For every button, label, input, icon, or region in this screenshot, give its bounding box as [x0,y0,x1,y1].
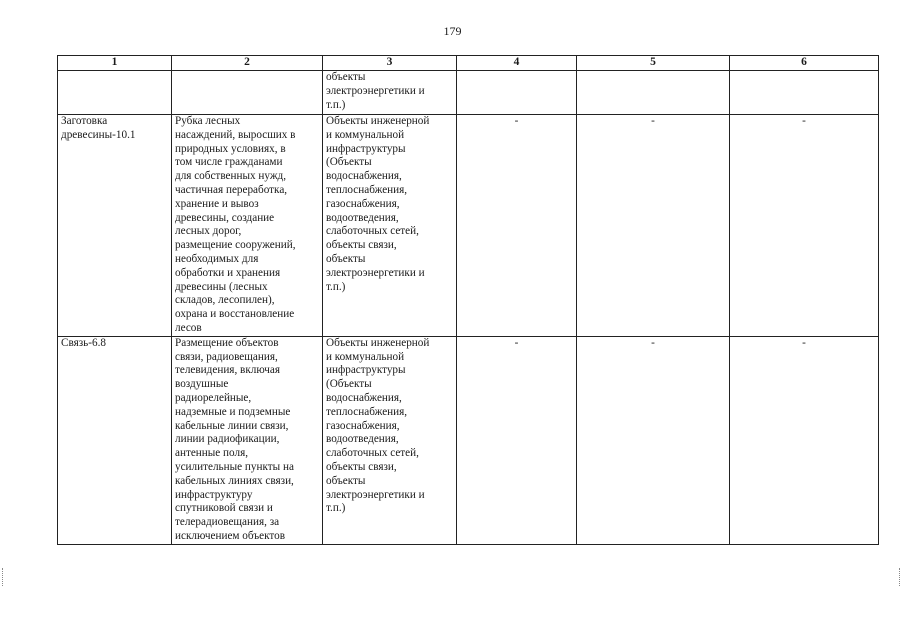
table-cell: объекты электроэнергетики и т.п.) [323,71,457,115]
column-header-5: 5 [577,56,730,71]
table-header-row [58,56,879,71]
scan-edge-mark [899,568,902,586]
table-cell: Объекты инженерной и коммунальной инфраструктуры (Объекты водоснабжения, теплоснабжения, газоснабжения, водоотведения, слаботочных сетей, объекты связи, объекты электроэнергетики и т.п.) [323,336,457,544]
regulations-table [57,55,879,545]
table-cell: - [730,115,879,337]
column-header-4: 4 [457,56,577,71]
table-row [58,115,879,337]
table-cell: - [457,115,577,337]
page-number: 179 [443,24,462,38]
table-cell: - [457,336,577,544]
table-cell [730,71,879,115]
table-cell: Связь-6.8 [58,336,172,544]
column-header-2: 2 [172,56,323,71]
column-header-6: 6 [730,56,879,71]
table-cell [457,71,577,115]
table-cell: Рубка лесных насаждений, выросших в природных условиях, в том числе гражданами для собственных нужд, частичная переработка, хранение и вывоз древесины, создание лесных дорог, размещение сооружений, необходимых для обработки и хранения древесины (лесных складов, лесопилен), охрана и восстановление лесов [172,115,323,337]
table-cell: Размещение объектов связи, радиовещания, телевидения, включая воздушные радиорелейные, надземные и подземные кабельные линии связи, линии радиофикации, антенные поля, усилительные пункты на кабельных линиях связи, инфраструктуру спутниковой связи и телерадиовещания, за исключением объектов [172,336,323,544]
table-cell: Заготовка древесины-10.1 [58,115,172,337]
table-row [58,71,879,115]
table-cell [58,71,172,115]
table-cell: - [577,336,730,544]
column-header-1: 1 [58,56,172,71]
table-cell: - [730,336,879,544]
table-cell: - [577,115,730,337]
column-header-3: 3 [323,56,457,71]
scan-edge-mark [2,568,5,586]
table-cell [172,71,323,115]
table-cell: Объекты инженерной и коммунальной инфраструктуры (Объекты водоснабжения, теплоснабжения, газоснабжения, водоотведения, слаботочных сетей, объекты связи, объекты электроэнергетики и т.п.) [323,115,457,337]
table-cell [577,71,730,115]
table-row [58,336,879,544]
